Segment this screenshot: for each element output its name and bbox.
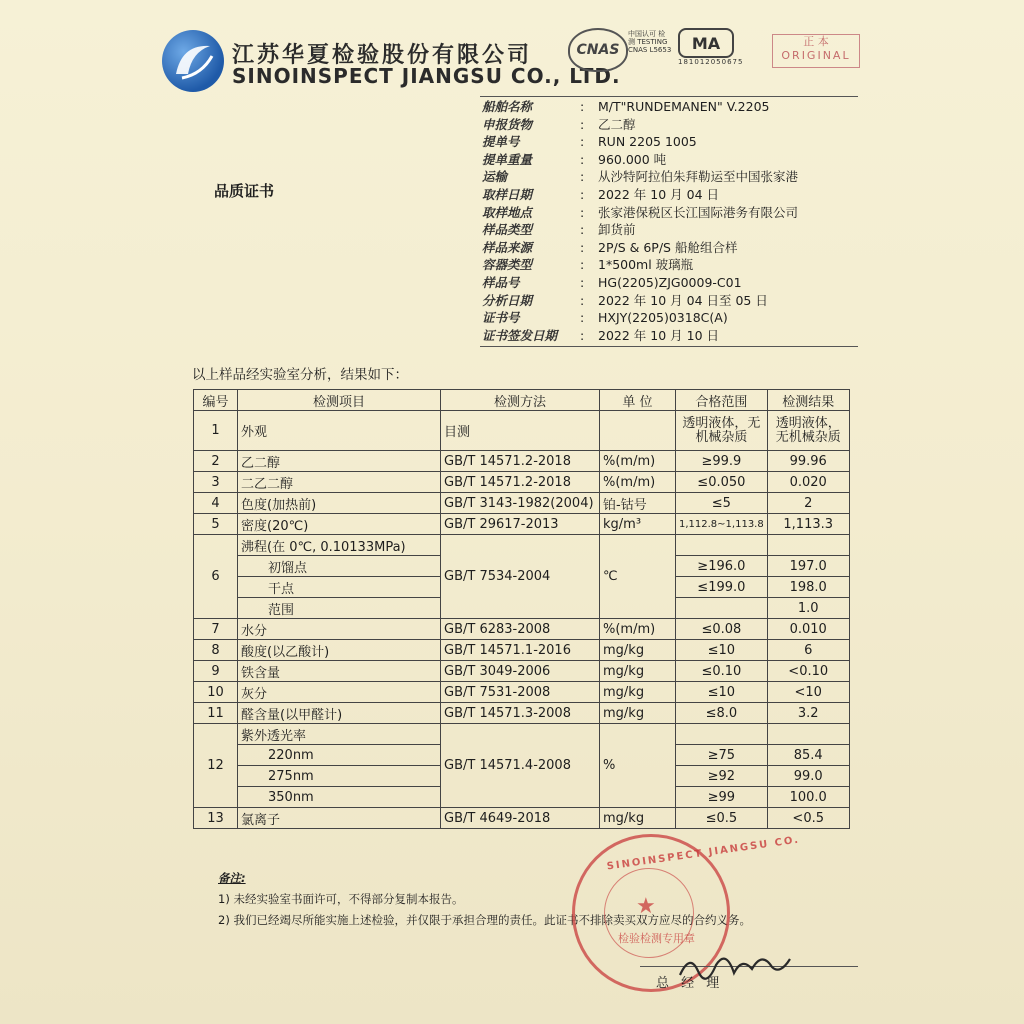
info-label: 容器类型 [482,257,533,273]
info-value: RUN 2205 1005 [598,134,697,150]
top-rule [480,96,858,97]
col-header: 合格范围 [676,390,768,411]
col-header: 检测项目 [238,390,441,411]
table-row: 7 水分 GB/T 6283-2008 %(m/m) ≤0.08 0.010 [194,619,850,640]
info-label: 分析日期 [482,292,533,308]
info-value: 卸货前 [598,222,636,238]
cma-logo: MA [678,28,734,58]
original-stamp [772,34,860,68]
table-row: 8 酸度(以乙酸计) GB/T 14571.1-2016 mg/kg ≤10 6 [194,640,850,661]
info-label: 申报货物 [482,116,533,132]
certificate-page: 江苏华夏检验股份有限公司 SINOINSPECT JIANGSU CO., LTD. CNAS 中国认可 检测 TESTING CNAS L5653 MA 181012050675 正 本 ORIGINAL 品质证书 船舶名称 : M/T"RUNDEMANEN" V.2205 申报货物 : 乙二醇 提单号 : RUN 2205 1005 提单重量 : 960.000 吨 运输 : 从沙特阿拉伯朱拜勒运至中国张家港 取样日期 : 2022 年 10 月 04 日 取样地点 : 张家港保税区长江国际港务有限公司 样品类型 : 卸货前 样品来源 : 2P/S & 6P/S 船舱组合样 容器类型 : 1*500ml 玻璃瓶 样品号 : HG(2205)ZJG0009-C01 分析日期 : 2022 年 10 月 04 日至 05 日 证书号 : HXJY(2205)0318C(A) 证书签发日期 : 2022 年 10 月 10 日 以上样品经实验室分析，结果如下： 编号 检测项目 检测方法 单 位 合格范围 检测结果 1 外观 目测 透明液体，无机械杂质 透明液体，无机械杂质 2 乙二醇 GB/T 14571.2-2018 %(m/m) ≥99.9 99.96 3 二乙二醇 GB/T 14571.2-2018 %(m/m) ≤0.050 0.020 4 色度(加热前) GB/T 3143-1982(2004) 铂-钴号 ≤5 2 5 密度(20℃) GB/T 29617-2013 kg/m³ 1,112.8~1,113.8 1,113.3 6 沸程(在 0℃, 0.10133MPa) GB/T 7534-2004 ℃ 初馏点 ≥196.0 197.0 干点 ≤199.0 198.0 范围 1.0 7 水分 GB/T 6283-2008 %(m/m) ≤0.08 0.010 8 酸度(以乙酸计) GB/T 14571.1-2016 mg/kg ≤10 6 9 铁含量 GB/T 3049-2006 mg/kg ≤0.10 <0.10 10 灰分 GB/T 7531-2008 mg/kg ≤10 <10 11 醛含量(以甲醛计) GB/T 14571.3-2008 mg/kg ≤8.0 3.2 12 紫外透光率 GB/T 14571.4-2008 % 220nm ≥75 85.4 275nm ≥92 99.0 350nm ≥99 100.0 13 氯离子 GB/T 4649-2018 mg/kg ≤0.5 <0.5 备注: 1) 未经实验室书面许可，不得部分复制本报告。 2) 我们已经竭尽所能实施上述检验，并仅限于承担合理的责任。此证书不排除卖买双方应尽的合约义务。 SINOINSPECT JIANGSU CO. ★ 检验检测专用章 总 经 理 [0,0,1024,1024]
info-label: 样品类型 [482,222,533,238]
table-row: 3 二乙二醇 GB/T 14571.2-2018 %(m/m) ≤0.050 0.020 [194,472,850,493]
info-label: 提单重量 [482,151,533,167]
note-2: 2) 我们已经竭尽所能实施上述检验，并仅限于承担合理的责任。此证书不排除卖买双方应尽的合约义务。 [218,913,751,927]
note-1: 1) 未经实验室书面许可，不得部分复制本报告。 [218,892,464,906]
info-label: 证书签发日期 [482,327,558,343]
info-bottom-rule [480,346,858,347]
info-value: 乙二醇 [598,116,636,132]
info-label: 取样日期 [482,186,533,202]
table-row: 5 密度(20℃) GB/T 29617-2013 kg/m³ 1,112.8~1,113.8 1,113.3 [194,514,850,535]
table-row: 13 氯离子 GB/T 4649-2018 mg/kg ≤0.5 <0.5 [194,808,850,829]
results-table [193,389,850,829]
cnas-text: 中国认可 检测 TESTING CNAS L5653 [628,30,672,54]
table-subrow: 220nm ≥75 85.4 [194,745,850,766]
table-row: 10 灰分 GB/T 7531-2008 mg/kg ≤10 <10 [194,682,850,703]
table-row: 1 外观 目测 透明液体，无机械杂质 透明液体，无机械杂质 [194,411,850,451]
info-value: 1*500ml 玻璃瓶 [598,257,694,273]
info-value: 960.000 吨 [598,151,667,167]
document-title: 品质证书 [214,182,275,200]
signature [676,945,796,985]
info-value: HXJY(2205)0318C(A) [598,310,728,326]
seal-text: SINOINSPECT JIANGSU CO. [606,834,801,873]
info-label: 船舶名称 [482,99,533,114]
info-value: 2022 年 10 月 04 日 [598,186,719,202]
col-header: 检测方法 [441,390,600,411]
table-subrow: 初馏点 ≥196.0 197.0 [194,556,850,577]
col-header: 单 位 [600,390,676,411]
original-en: ORIGINAL [781,49,851,62]
table-subrow: 275nm ≥92 99.0 [194,766,850,787]
company-name-en: SINOINSPECT JIANGSU CO., LTD. [232,64,621,88]
info-value: 2P/S & 6P/S 船舱组合样 [598,239,738,255]
table-row: 4 色度(加热前) GB/T 3143-1982(2004) 铂-钴号 ≤5 2 [194,493,850,514]
info-label: 运输 [482,169,508,185]
info-label: 证书号 [482,310,520,326]
table-subrow: 350nm ≥99 100.0 [194,787,850,808]
notes-title: 备注: [218,871,246,885]
original-cn: 正 本 [803,35,829,48]
col-header: 检测结果 [767,390,849,411]
results-intro: 以上样品经实验室分析，结果如下： [192,367,408,383]
table-row: 11 醛含量(以甲醛计) GB/T 14571.3-2008 mg/kg ≤8.0 3.2 [194,703,850,724]
table-row: 12 紫外透光率 GB/T 14571.4-2008 % [194,724,850,745]
table-header-row [194,390,850,411]
table-row: 6 沸程(在 0℃, 0.10133MPa) GB/T 7534-2004 ℃ [194,535,850,556]
seal-star-icon: ★ [636,894,656,919]
table-subrow: 干点 ≤199.0 198.0 [194,577,850,598]
info-value: 从沙特阿拉伯朱拜勒运至中国张家港 [598,169,799,185]
info-label: 提单号 [482,134,520,150]
info-value: 2022 年 10 月 04 日至 05 日 [598,292,768,308]
cma-number: 181012050675 [678,58,744,66]
seal-subtext: 检验检测专用章 [618,932,695,945]
table-row: 2 乙二醇 GB/T 14571.2-2018 %(m/m) ≥99.9 99.96 [194,451,850,472]
general-manager-label: 总 经 理 [656,976,724,991]
info-value: 张家港保税区长江国际港务有限公司 [598,204,799,220]
company-logo [162,30,224,92]
info-label: 取样地点 [482,204,533,220]
info-value: 2022 年 10 月 10 日 [598,327,719,343]
col-header: 编号 [194,390,238,411]
info-value: HG(2205)ZJG0009-C01 [598,274,742,290]
cnas-logo: CNAS [568,28,628,72]
table-subrow: 范围 1.0 [194,598,850,619]
info-label: 样品号 [482,274,520,290]
company-name-cn: 江苏华夏检验股份有限公司 [232,43,533,68]
info-value: M/T"RUNDEMANEN" V.2205 [598,99,770,114]
info-label: 样品来源 [482,239,533,255]
table-row: 9 铁含量 GB/T 3049-2006 mg/kg ≤0.10 <0.10 [194,661,850,682]
